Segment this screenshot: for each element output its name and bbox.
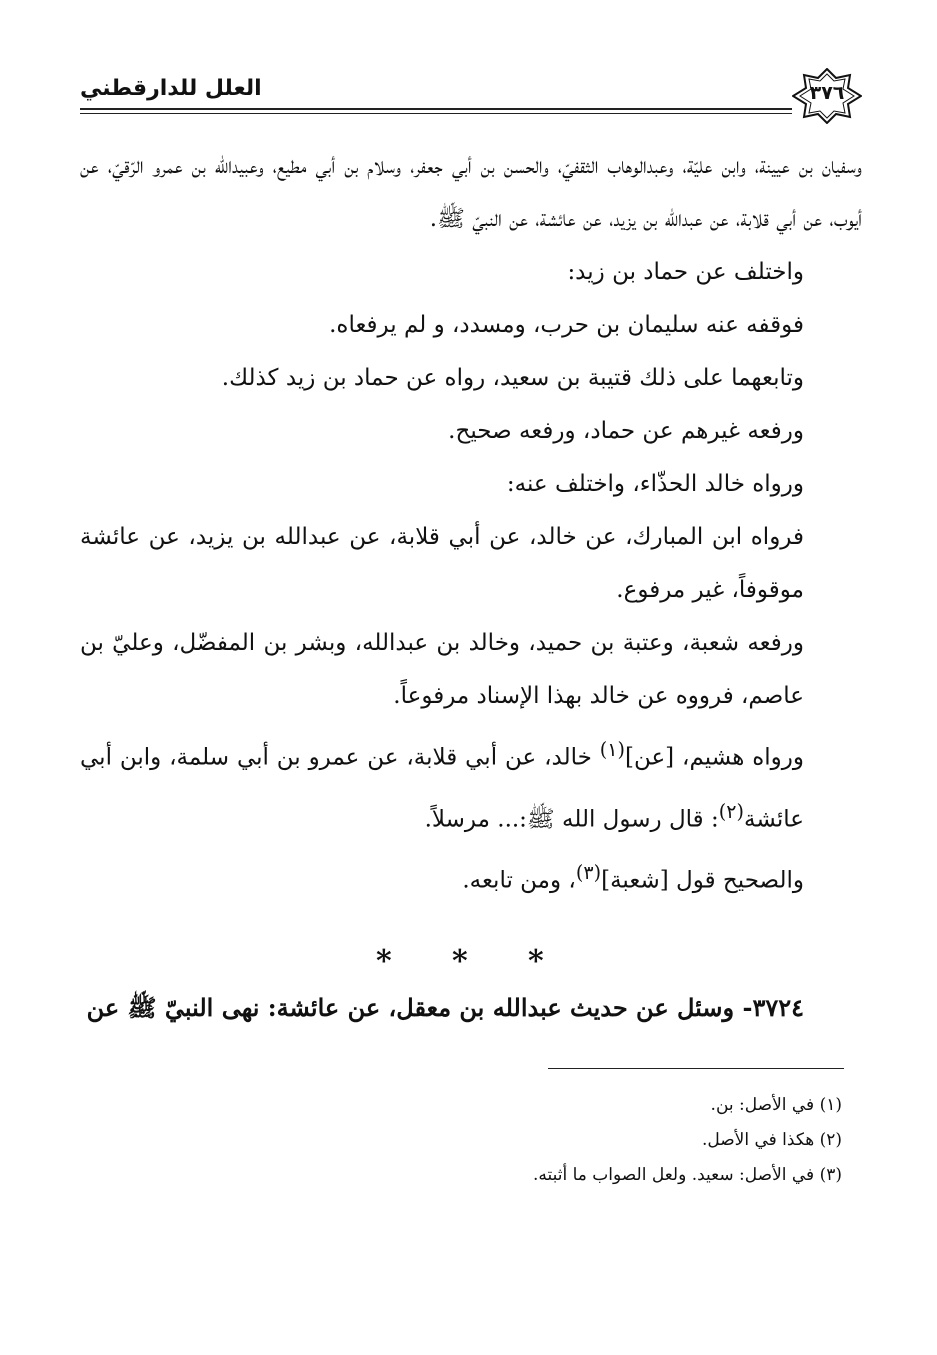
separator-star: * xyxy=(452,944,468,979)
footnote: (٣) في الأصل: سعيد. ولعل الصواب ما أثبته. xyxy=(532,1165,842,1185)
separator-star: * xyxy=(528,944,544,979)
text-run: ورواه هشيم، [عن] xyxy=(624,744,804,771)
footnote-marker: (٣) xyxy=(575,861,602,885)
paragraph xyxy=(80,846,862,908)
paragraph: فرواه ابن المبارك، عن خالد، عن أبي قلابة، عن عبدالله بن يزيد، عن عائشة موقوفاً، غير مرفوع. xyxy=(80,524,804,603)
footnote-marker: (١) xyxy=(599,738,625,761)
main-text xyxy=(80,140,862,908)
running-title: العلل للدارقطني xyxy=(80,76,262,101)
separator-star: * xyxy=(376,944,392,979)
page-header xyxy=(80,68,862,124)
footnote-rule xyxy=(548,1068,844,1069)
paragraph: ورفعه غيرهم عن حماد، ورفعه صحيح. xyxy=(448,418,804,444)
page-number-badge xyxy=(792,68,862,124)
text-run: : قال رسول الله ﷺ:... مرسلاً. xyxy=(424,806,719,833)
paragraph: ورفعه شعبة، وعتبة بن حميد، وخالد بن عبدالله، وبشر بن المفضّل، وعليّ بن عاصم، فرووه عن خالد بهذا الإسناد مرفوعاً. xyxy=(80,630,804,709)
paragraph xyxy=(80,723,862,846)
footnotes xyxy=(80,1088,842,1193)
paragraph: واختلف عن حماد بن زيد: xyxy=(567,259,804,285)
section-separator xyxy=(0,944,937,979)
header-rule xyxy=(80,108,792,110)
paragraph: فوقفه عنه سليمان بن حرب، ومسدد، و لم يرفعاه. xyxy=(329,312,804,338)
paragraph: وسفيان بن عيينة، وابن عليّة، وعبدالوهاب الثقفيّ، والحسن بن أبي جعفر، وسلام بن أبي مطيع، وعبيدالله بن عمرو الرّقيّ، عن أيوب، عن أبي قلابة، عن عبدالله بن يزيد، عن عائشة، عن النبيّ ﷺ. xyxy=(80,153,862,232)
text-run: والصحيح قول [شعبة] xyxy=(601,867,804,894)
header-rule-thin xyxy=(80,113,792,114)
text-run: ، ومن تابعه. xyxy=(462,867,576,894)
footnote-marker: (٢) xyxy=(718,799,745,823)
question-heading: ٣٧٢٤- وسئل عن حديث عبدالله بن معقل، عن عائشة: نهى النبيّ ﷺ عن xyxy=(86,993,804,1022)
page-number: ٣٧٦ xyxy=(809,82,845,104)
paragraph: وتابعهما على ذلك قتيبة بن سعيد، رواه عن حماد بن زيد كذلك. xyxy=(221,365,804,391)
paragraph: ورواه خالد الحذّاء، واختلف عنه: xyxy=(506,471,804,497)
footnote: (١) في الأصل: بن. xyxy=(710,1095,842,1115)
footnote: (٢) هكذا في الأصل. xyxy=(701,1130,842,1150)
text-run: خالد، عن أبي قلابة، عن عمرو بن أبي سلمة، وابن أبي عائشة xyxy=(80,744,804,833)
